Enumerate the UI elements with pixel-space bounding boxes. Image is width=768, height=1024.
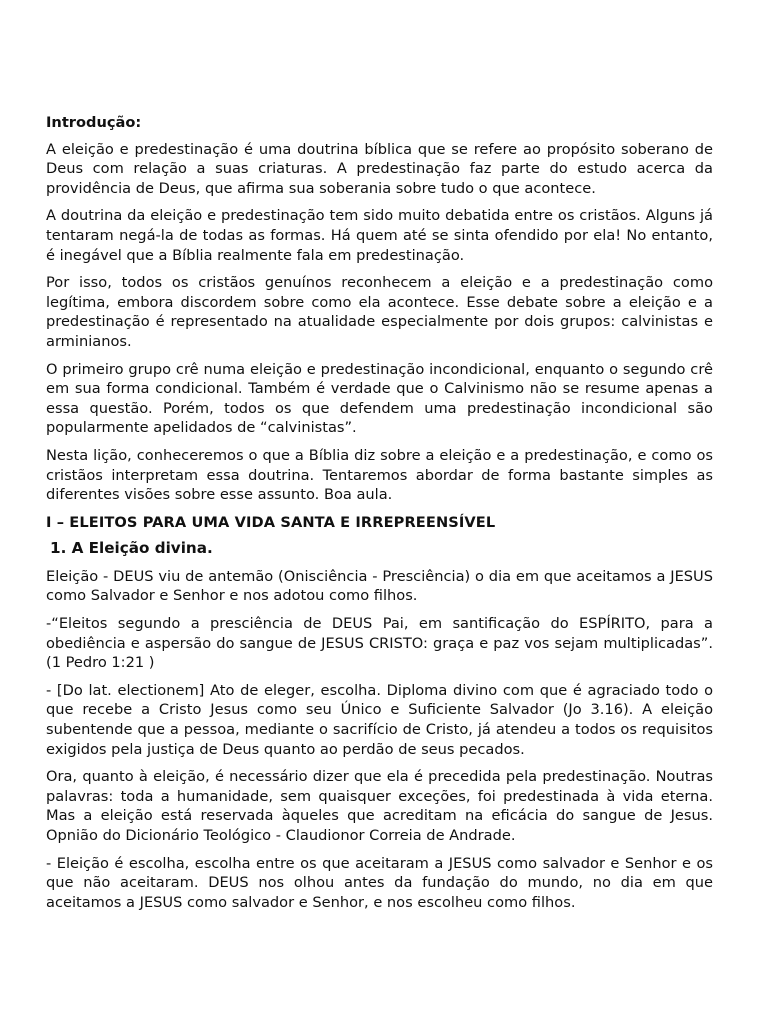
section-title: I – ELEITOS PARA UMA VIDA SANTA E IRREPREENSÍVEL xyxy=(46,513,496,531)
intro-paragraph: Por isso, todos os cristãos genuínos reconhecem a eleição e a predestinação como legítima, embora discordem sobre como ela acontece. Esse debate sobre a eleição e a predestinação é representado na atualidade especialmente por dois grupos: calvinistas e arminianos. xyxy=(46,274,713,350)
body-paragraph: - [Do lat. electionem] Ato de eleger, escolha. Diploma divino com que é agraciado todo o que recebe a Cristo Jesus como seu Único e Suficiente Salvador (Jo 3.16). A eleição subentende que a pessoa, mediante o sacrifício de Cristo, já atendeu a todos os requisitos exigidos pela justiça de Deus quanto ao perdão de seus pecados. xyxy=(46,681,713,758)
subsection-title: 1. A Eleição divina. xyxy=(50,539,213,558)
document-page xyxy=(46,113,713,920)
body-paragraph: -“Eleitos segundo a presciência de DEUS Pai, em santificação do ESPÍRITO, para a obediência e aspersão do sangue de JESUS CRISTO: graça e paz vos sejam multiplicadas”. (1 Pedro 1:21 ) xyxy=(46,615,713,672)
intro-paragraph: Nesta lição, conheceremos o que a Bíblia diz sobre a eleição e a predestinação, e como os cristãos interpretam essa doutrina. Tentaremos abordar de forma bastante simples as diferentes visões sobre esse assunto. Boa aula. xyxy=(46,446,713,504)
intro-paragraph: A eleição e predestinação é uma doutrina bíblica que se refere ao propósito soberano de Deus com relação a suas criaturas. A predestinação faz parte do estudo acerca da providência de Deus, que afirma sua soberania sobre tudo o que acontece. xyxy=(46,140,713,197)
intro-paragraph: A doutrina da eleição e predestinação tem sido muito debatida entre os cristãos. Alguns já tentaram negá-la de todas as formas. Há quem até se sinta ofendido por ela! No entanto, é inegável que a Bíblia realmente fala em predestinação. xyxy=(46,207,713,264)
body-paragraph: Ora, quanto à eleição, é necessário dizer que ela é precedida pela predestinação. Noutras palavras: toda a humanidade, sem quaisquer exceções, foi predestinada à vida eterna. Mas a eleição está reservada àqueles que acreditam na eficácia do sangue de Jesus. Opnião do Dicionário Teológico - Claudionor Correia de Andrade. xyxy=(46,768,713,844)
intro-paragraph: O primeiro grupo crê numa eleição e predestinação incondicional, enquanto o segundo crê em sua forma condicional. Também é verdade que o Calvinismo não se resume apenas a essa questão. Porém, todos os que defendem uma predestinação incondicional são popularmente apelidados de “calvinistas”. xyxy=(46,360,713,437)
body-paragraph: Eleição - DEUS viu de antemão (Onisciência - Presciência) o dia em que aceitamos a JESUS como Salvador e Senhor e nos adotou como filhos. xyxy=(46,567,713,605)
body-paragraph: - Eleição é escolha, escolha entre os que aceitaram a JESUS como salvador e Senhor e os que não aceitaram. DEUS nos olhou antes da fundação do mundo, no dia em que aceitamos a JESUS como salvador e Senhor, e nos escolheu como filhos. xyxy=(46,854,713,911)
intro-heading: Introdução: xyxy=(46,114,142,131)
